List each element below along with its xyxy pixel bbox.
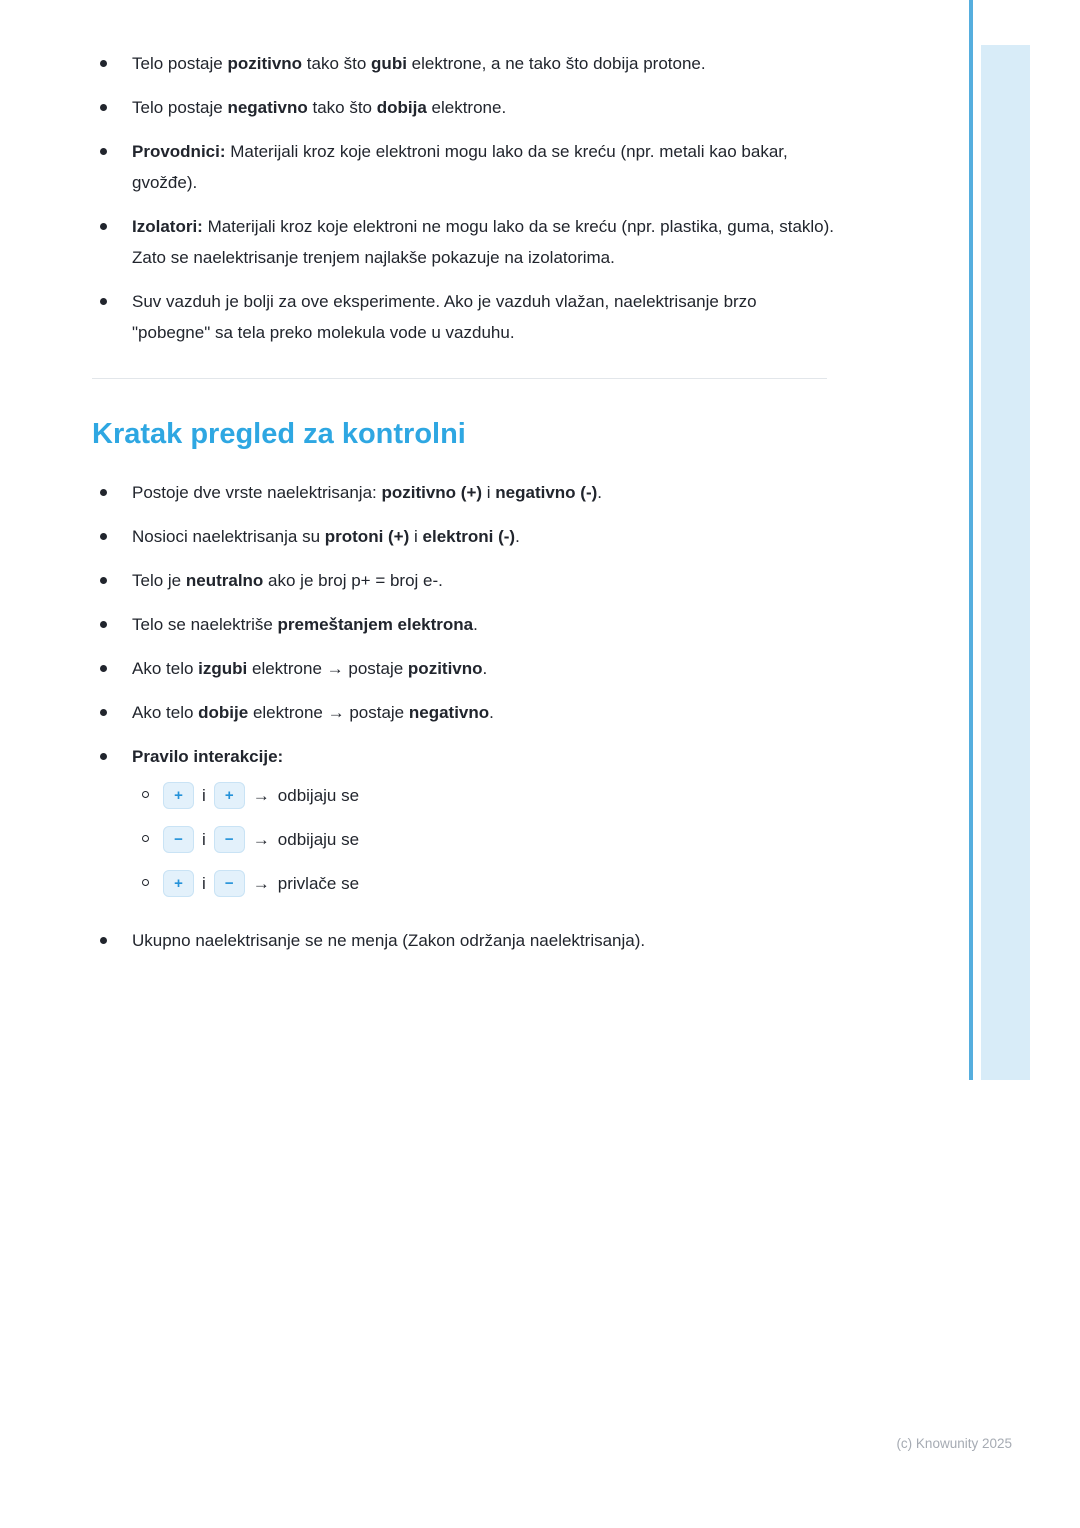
plain-text: . (489, 703, 494, 722)
bullet-icon (100, 298, 107, 305)
minus-charge-badge: − (214, 870, 245, 897)
bullet-icon (100, 753, 107, 760)
plain-text: elektrone. (426, 98, 507, 117)
list-item (92, 697, 837, 728)
plain-text: i (409, 527, 423, 546)
emphasis-text: negativno (-) (495, 483, 598, 502)
list-item-text (132, 653, 837, 684)
emphasis-text: dobija (376, 98, 427, 117)
plus-charge-badge: + (163, 782, 194, 809)
plain-text: Suv vazduh je bolji za ove eksperimente. Ako je vazduh vlažan, naelektrisanje brzo "pobegne" sa tela preko molekula vode u vazduhu. (132, 292, 757, 342)
plain-text: . (482, 659, 488, 678)
plus-charge-badge: + (163, 870, 194, 897)
plain-text: Telo se naelektriše (132, 615, 278, 634)
emphasis-text: neutralno (185, 571, 264, 590)
list-item (92, 741, 837, 912)
section-divider (92, 378, 827, 379)
plain-text: Materijali kroz koje elektroni mogu lako da se kreću (npr. metali kao bakar, gvožđe). (132, 142, 788, 192)
list-item (92, 565, 837, 596)
plain-text: . (515, 527, 520, 546)
list-item-text (132, 136, 837, 198)
plain-text: Postoje dve vrste naelektrisanja: (132, 483, 382, 502)
bullet-icon (100, 489, 107, 496)
footer-credit: (c) Knowunity 2025 (896, 1436, 1012, 1451)
list-item-text (132, 92, 837, 123)
right-accent-line (969, 0, 973, 1080)
rule-result-text: odbijaju se (277, 830, 360, 849)
plain-text: ako je broj p+ = broj e-. (263, 571, 443, 590)
list-item-text (132, 48, 837, 79)
minus-charge-badge: − (163, 826, 194, 853)
list-item (92, 609, 837, 640)
list-item-text (132, 286, 837, 348)
plain-text: tako što (307, 98, 377, 117)
conjunction-text: i (202, 786, 206, 805)
section-heading: Kratak pregled za kontrolni (92, 418, 466, 450)
interaction-rule-row (163, 824, 359, 855)
emphasis-text: elektroni (-) (422, 527, 516, 546)
circle-bullet-icon (142, 835, 149, 842)
plain-text: . (473, 615, 478, 634)
arrow-text: → (252, 786, 270, 805)
plain-text: Nosioci naelektrisanja su (132, 527, 325, 546)
bullet-icon (100, 709, 107, 716)
emphasis-text: Pravilo interakcije: (132, 747, 284, 766)
plain-text: Telo je (132, 571, 186, 590)
emphasis-text: premeštanjem elektrona (277, 615, 474, 634)
plain-text: elektrone → postaje (248, 703, 409, 722)
plus-charge-badge: + (214, 782, 245, 809)
conjunction-text: i (202, 830, 206, 849)
content-area (92, 48, 837, 969)
plain-text: . (597, 483, 603, 502)
plain-text: elektrone, a ne tako što dobija protone. (406, 54, 706, 73)
plain-text: Materijali kroz koje elektroni ne mogu lako da se kreću (npr. plastika, guma, staklo). Zato se naelektrisanje trenjem najlakše pokazuje na izolatorima. (132, 217, 835, 267)
bullet-icon (100, 148, 107, 155)
list-item (92, 521, 837, 552)
bullet-icon (100, 104, 107, 111)
review-list (92, 477, 837, 956)
list-item (92, 48, 837, 79)
interaction-rule-item (132, 824, 837, 855)
bullet-icon (100, 621, 107, 628)
bullet-icon (100, 223, 107, 230)
list-item-text (132, 925, 837, 956)
plain-text: Ako telo (132, 659, 199, 678)
emphasis-text: dobije (198, 703, 249, 722)
bullet-icon (100, 577, 107, 584)
emphasis-text: izgubi (198, 659, 248, 678)
conjunction-text: i (202, 874, 206, 893)
plain-text: elektrone → postaje (247, 659, 408, 678)
circle-bullet-icon (142, 791, 149, 798)
bullet-icon (100, 533, 107, 540)
plain-text: Telo postaje (132, 98, 228, 117)
emphasis-text: pozitivno (407, 659, 483, 678)
emphasis-text: pozitivno (+) (381, 483, 483, 502)
emphasis-text: pozitivno (227, 54, 303, 73)
bullet-icon (100, 665, 107, 672)
list-item-text (132, 609, 837, 640)
emphasis-text: negativno (227, 98, 308, 117)
notes-list (92, 48, 837, 348)
list-item-text (132, 741, 837, 912)
list-item (92, 211, 837, 273)
emphasis-text: gubi (371, 54, 407, 73)
list-item-text (132, 697, 837, 728)
emphasis-text: protoni (+) (324, 527, 410, 546)
list-item-text (132, 565, 837, 596)
right-accent-panel (981, 45, 1030, 1080)
interaction-sub-list (132, 780, 837, 899)
list-item-text (132, 211, 837, 273)
list-item-text (132, 521, 837, 552)
circle-bullet-icon (142, 879, 149, 886)
list-item (92, 653, 837, 684)
minus-charge-badge: − (214, 826, 245, 853)
bullet-icon (100, 937, 107, 944)
plain-text: tako što (302, 54, 372, 73)
list-item (92, 477, 837, 508)
bullet-icon (100, 60, 107, 67)
arrow-text: → (252, 874, 270, 893)
list-item (92, 286, 837, 348)
plain-text: i (482, 483, 496, 502)
rule-result-text: odbijaju se (277, 786, 360, 805)
arrow-text: → (252, 830, 270, 849)
plain-text: Ako telo (132, 703, 199, 722)
emphasis-text: Izolatori: (132, 217, 203, 236)
list-item (92, 136, 837, 198)
interaction-rule-item (132, 780, 837, 811)
plain-text: Ukupno naelektrisanje se ne menja (Zakon održanja naelektrisanja). (132, 931, 646, 950)
list-item (92, 92, 837, 123)
list-item-text (132, 477, 837, 508)
emphasis-text: Provodnici: (132, 142, 226, 161)
rule-result-text: privlače se (277, 874, 360, 893)
list-item (92, 925, 837, 956)
emphasis-text: negativno (408, 703, 490, 722)
interaction-rule-row (163, 868, 359, 899)
interaction-rule-row (163, 780, 359, 811)
plain-text: Telo postaje (132, 54, 228, 73)
interaction-rule-item (132, 868, 837, 899)
